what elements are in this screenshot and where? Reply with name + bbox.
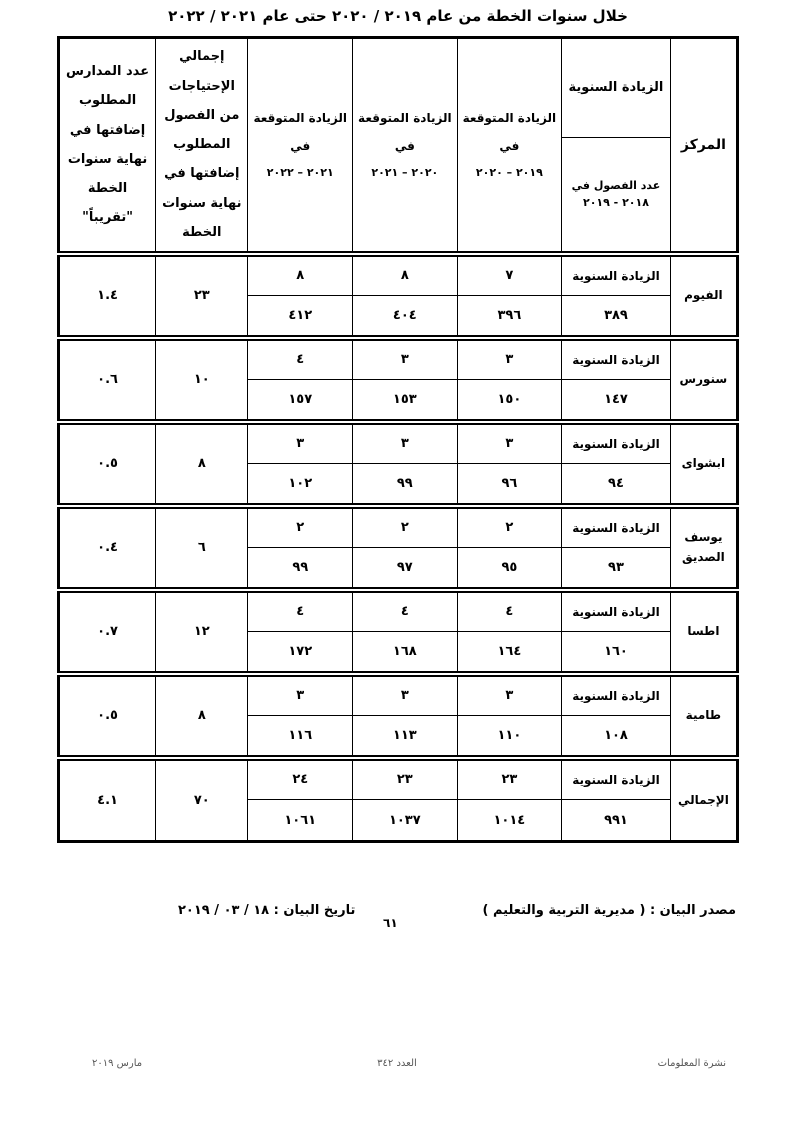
increase-value: ٤	[457, 590, 562, 632]
center-name: الفيوم	[670, 254, 737, 338]
increase-value: ٤	[248, 338, 353, 380]
increase-value: ٢٤	[248, 758, 353, 800]
total-needs-value: ٢٣	[156, 254, 248, 338]
header-expected-line1: الزيادة المتوقعة	[462, 110, 557, 125]
classes-cum-value: ٤٠٤	[353, 296, 458, 338]
increase-value: ٨	[353, 254, 458, 296]
classes-cum-value: ٩٦	[457, 464, 562, 506]
increase-value: ٤	[353, 590, 458, 632]
page-footer	[0, 1058, 794, 1078]
classes-base-value: ٣٨٩	[562, 296, 671, 338]
increase-value: ٣	[248, 674, 353, 716]
row-block-itsa	[59, 590, 738, 674]
header-expected-line2: في	[394, 138, 415, 153]
classes-cum-value: ١٠١٤	[457, 800, 562, 842]
header-expected-line2: في	[499, 138, 520, 153]
increase-value: ٣	[353, 674, 458, 716]
increase-value: ٣	[353, 338, 458, 380]
increase-value: ٣	[457, 338, 562, 380]
classes-cum-value: ٩٩	[248, 548, 353, 590]
increase-value: ٢	[457, 506, 562, 548]
classes-base-value: ٩٣	[562, 548, 671, 590]
row-block-senoures	[59, 338, 738, 422]
classes-cum-value: ١١٠	[457, 716, 562, 758]
classes-base-value: ٩٩١	[562, 800, 671, 842]
schools-value: ٤.١	[59, 758, 156, 842]
classes-cum-value: ١٥٣	[353, 380, 458, 422]
row-block-tamiya	[59, 674, 738, 758]
header-total-needs: إجمالي الإحتياجات من الفصول المطلوب إضافتها في نهاية سنوات الخطة	[156, 38, 248, 254]
classes-cum-value: ٣٩٦	[457, 296, 562, 338]
header-classes-2018-2019	[562, 138, 671, 254]
center-name: ابشواى	[670, 422, 737, 506]
plan-increase-table	[57, 36, 739, 843]
classes-cum-value: ١٠٦١	[248, 800, 353, 842]
increase-value: ٢	[248, 506, 353, 548]
data-date-line: تاريخ البيان : ١٨ / ٠٣ / ٢٠١٩	[178, 903, 356, 918]
schools-value: ٠.٥	[59, 674, 156, 758]
classes-cum-value: ١٦٤	[457, 632, 562, 674]
increase-value: ٧	[457, 254, 562, 296]
total-needs-value: ٨	[156, 674, 248, 758]
classes-cum-value: ١٦٨	[353, 632, 458, 674]
increase-value: ٣	[457, 422, 562, 464]
schools-value: ٠.٧	[59, 590, 156, 674]
classes-cum-value: ٩٧	[353, 548, 458, 590]
total-needs-value: ١٠	[156, 338, 248, 422]
row-block-fayoum	[59, 254, 738, 338]
classes-base-value: ١٦٠	[562, 632, 671, 674]
increase-value: ٣	[248, 422, 353, 464]
header-expected-years: ٢٠١٩ – ٢٠٢٠	[475, 166, 543, 180]
increase-value: ٣	[457, 674, 562, 716]
classes-cum-value: ٩٩	[353, 464, 458, 506]
schools-value: ٠.٥	[59, 422, 156, 506]
footer-bulletin-name: نشرة المعلومات	[657, 1058, 726, 1069]
increase-value: ٣	[353, 422, 458, 464]
header-expected-line2: في	[290, 138, 311, 153]
total-needs-value: ١٢	[156, 590, 248, 674]
header-schools-needed: عدد المدارس المطلوب إضافتها في نهاية سنوات الخطة "تقريباً"	[59, 38, 156, 254]
center-name: الإجمالي	[670, 758, 737, 842]
classes-cum-value: ١٠٣٧	[353, 800, 458, 842]
annual-increase-label: الزيادة السنوية	[562, 506, 671, 548]
footer-issue-number: العدد ٣٤٢	[377, 1058, 417, 1069]
row-block-ibshaway	[59, 422, 738, 506]
center-name: اطسا	[670, 590, 737, 674]
classes-cum-value: ١٠٢	[248, 464, 353, 506]
annual-increase-label: الزيادة السنوية	[562, 338, 671, 380]
increase-value: ٢٣	[353, 758, 458, 800]
increase-value: ٢٣	[457, 758, 562, 800]
classes-base-value: ٩٤	[562, 464, 671, 506]
annual-increase-label: الزيادة السنوية	[562, 590, 671, 632]
header-classes-years: ٢٠١٨ - ٢٠١٩	[582, 196, 649, 210]
classes-cum-value: ١٥٧	[248, 380, 353, 422]
total-needs-value: ٦	[156, 506, 248, 590]
header-expected-2019-2020	[457, 38, 562, 254]
classes-cum-value: ٩٥	[457, 548, 562, 590]
page-title: خلال سنوات الخطة من عام ٢٠١٩ / ٢٠٢٠ حتى عام ٢٠٢١ / ٢٠٢٢	[168, 7, 628, 25]
center-name: طامية	[670, 674, 737, 758]
center-name: سنورس	[670, 338, 737, 422]
schools-value: ٠.٤	[59, 506, 156, 590]
header-expected-line1: الزيادة المتوقعة	[358, 110, 452, 125]
header-expected-years: ٢٠٢٠ – ٢٠٢١	[371, 166, 439, 180]
classes-base-value: ١٠٨	[562, 716, 671, 758]
schools-value: ٠.٦	[59, 338, 156, 422]
annual-increase-label: الزيادة السنوية	[562, 674, 671, 716]
header-classes-line1: عدد الفصول في	[571, 178, 661, 192]
header-expected-2021-2022	[248, 38, 353, 254]
increase-value: ٢	[353, 506, 458, 548]
schools-value: ١.٤	[59, 254, 156, 338]
header-expected-line1: الزيادة المتوقعة	[253, 110, 347, 125]
classes-cum-value: ١٥٠	[457, 380, 562, 422]
classes-base-value: ١٤٧	[562, 380, 671, 422]
row-block-grand-total	[59, 758, 738, 842]
page-number: ٦١	[383, 916, 398, 930]
classes-cum-value: ١١٦	[248, 716, 353, 758]
increase-value: ٨	[248, 254, 353, 296]
footer-month-year: مارس ٢٠١٩	[92, 1058, 143, 1069]
classes-cum-value: ١١٣	[353, 716, 458, 758]
annual-increase-label: الزيادة السنوية	[562, 758, 671, 800]
table-header	[59, 38, 738, 254]
header-center: المركز	[670, 38, 737, 254]
classes-cum-value: ٤١٢	[248, 296, 353, 338]
total-needs-value: ٨	[156, 422, 248, 506]
header-expected-2020-2021	[353, 38, 458, 254]
data-source-line: مصدر البيان : ( مديرية التربية والتعليم )	[482, 903, 736, 918]
total-needs-value: ٧٠	[156, 758, 248, 842]
annual-increase-label: الزيادة السنوية	[562, 422, 671, 464]
header-expected-years: ٢٠٢١ – ٢٠٢٢	[266, 166, 334, 180]
header-annual-increase: الزيادة السنوية	[562, 38, 671, 138]
increase-value: ٤	[248, 590, 353, 632]
row-block-yousef-elseddik	[59, 506, 738, 590]
classes-cum-value: ١٧٢	[248, 632, 353, 674]
annual-increase-label: الزيادة السنوية	[562, 254, 671, 296]
center-name: يوسف الصديق	[670, 506, 737, 590]
